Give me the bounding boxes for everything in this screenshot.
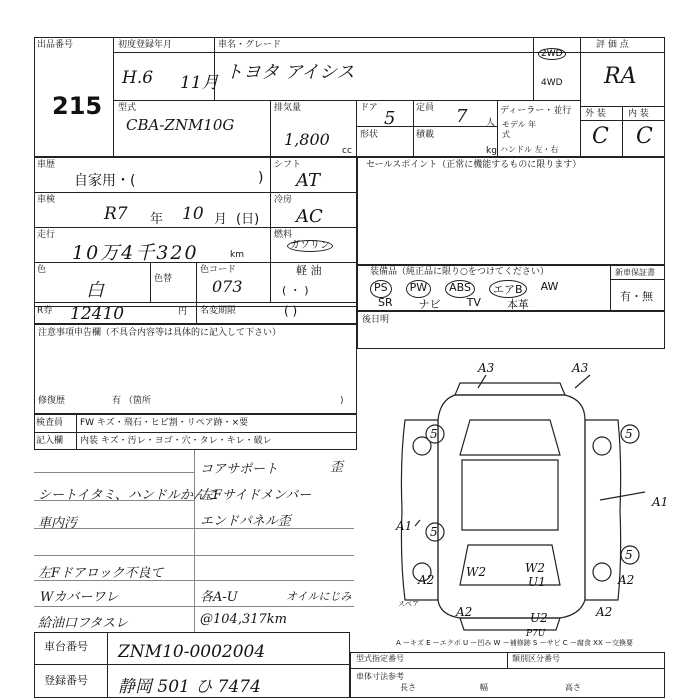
color-code-value: 073 — [212, 277, 243, 296]
model-value: CBA-ZNM10G — [126, 116, 235, 134]
interior-label: 内 装 — [628, 109, 649, 119]
mark-a3-front-left: A3 — [478, 361, 495, 375]
mark-u2: U2 — [530, 611, 548, 625]
warranty-value: 有・無 — [620, 290, 653, 303]
dims-label: 車体寸法参考 — [356, 672, 404, 681]
recycle-value: 12410 — [70, 304, 125, 324]
capacity-label: 定員 — [416, 103, 435, 113]
mark-u1: U1 — [528, 575, 546, 589]
chassis-value: ZNM10-0002004 — [118, 642, 266, 662]
aircon-label: 冷房 — [274, 195, 293, 205]
mark-a2-rear-right: A2 — [596, 605, 613, 619]
color-code-label: 色コード — [200, 265, 237, 275]
equip-pw: PW — [406, 280, 432, 298]
rating-value: RA — [604, 64, 637, 89]
type-cert-label: 型式指定番号 — [356, 654, 404, 663]
mileage-unit: km — [230, 250, 244, 260]
remark-seat: シートイタミ、ハンドルかんこ — [38, 488, 219, 503]
record-items: 内装 キズ・汚レ・ヨゴ・穴・タレ・キレ・破レ — [80, 436, 272, 446]
mark-w2-left: W2 — [466, 565, 486, 579]
shift-label: シフト — [274, 160, 302, 170]
remark-side-member: 左Fサイドメンバー — [200, 488, 312, 503]
recycle-unit: 円 — [178, 307, 188, 317]
aircon-value: AC — [296, 206, 323, 227]
fuel-diesel: 軽 油 — [296, 264, 322, 277]
displacement-value: 1,800 — [284, 130, 330, 149]
inspection-label: 車検 — [37, 195, 56, 205]
load-label: 積載 — [416, 130, 435, 140]
fuel-petrol: ガソリン — [287, 240, 333, 252]
mark-5-right-front: 5 — [625, 427, 633, 441]
first-registration-era: H.6 — [122, 68, 154, 88]
interior-value: C — [636, 124, 653, 149]
remark-fuel-cap: 給油口フタスレ — [38, 616, 129, 631]
remark-mileage: @104,317km — [200, 612, 287, 627]
car-name-value: トヨタ アイシス — [225, 62, 355, 83]
mark-a1-right: A1 — [652, 495, 669, 509]
lot-number-label: 出品番号 — [37, 40, 74, 50]
repair-value: 有 （箇所 — [112, 396, 151, 406]
displacement-unit: cc — [342, 146, 352, 156]
model-year-label: モデル 年式 — [502, 120, 537, 139]
mark-a1-left: A1 — [396, 519, 413, 533]
mark-a3-front-right: A3 — [572, 361, 589, 375]
fuel-label: 燃料 — [274, 230, 293, 240]
mark-spare: スペア — [398, 600, 419, 608]
registration-value: 静岡 501 ひ 7474 — [118, 677, 261, 697]
remark-w-cover: Wカバーワレ — [40, 590, 119, 605]
equipment-label: 装備品（純正品に限り○をつけてください） — [370, 267, 549, 277]
displacement-label: 排気量 — [274, 103, 302, 113]
remark-bracket: 歪 — [330, 460, 344, 475]
rear-seat-label: 後日明 — [362, 315, 390, 325]
equip-tv: TV — [466, 296, 481, 309]
exterior-value: C — [592, 124, 609, 149]
handle-label: ハンドル 左・右 — [500, 145, 559, 154]
record-label: 記入欄 — [36, 436, 64, 446]
header-block — [34, 37, 665, 157]
class-label: 類別区分番号 — [512, 654, 560, 663]
inspection-year: R7 — [104, 204, 128, 224]
color-change-label: 色替 — [154, 274, 173, 284]
mileage-label: 走行 — [37, 230, 56, 240]
history-label: 車歴 — [37, 160, 56, 170]
color-value: 白 — [86, 280, 104, 301]
mark-5-left-front: 5 — [430, 427, 438, 441]
car-name-label: 車名・グレード — [218, 40, 282, 50]
notes-label: 注意事項申告欄（不具合内容等は具体的に記入して下さい） — [38, 328, 282, 338]
repair-label: 修復歴 — [38, 396, 66, 406]
mark-p7u: P7U — [526, 629, 546, 639]
drive-4wd: 4WD — [541, 78, 563, 88]
inspector-label: 検査員 — [36, 418, 64, 428]
inspector-items: FW キズ・飛石・ヒビ割・リペア跡・×要 — [80, 418, 249, 428]
chassis-label: 車台番号 — [44, 640, 88, 653]
remark-each-a-u: 各A-U — [200, 590, 238, 605]
capacity-value: 7 — [456, 106, 468, 127]
doors-label: ドア — [360, 103, 378, 113]
capacity-unit: 人 — [486, 118, 496, 128]
equipment-row2 — [378, 296, 608, 312]
mark-w2-rear: W2 — [525, 561, 545, 575]
remark-end-panel: エンドパネル歪 — [200, 514, 291, 529]
remark-door-lock: 左Fドアロック不良て — [38, 566, 164, 581]
dealer-label: ディーラー・並行 — [500, 106, 572, 116]
equip-sr: SR — [378, 296, 393, 309]
remark-core-support: コアサポート — [200, 462, 279, 477]
equip-leather: 本革 — [506, 298, 529, 311]
mark-a2-left: A2 — [418, 573, 435, 587]
warranty-label: 新車保証書 — [615, 268, 655, 277]
inspection-month: 10 — [182, 204, 204, 224]
sales-point-label: セールスポイント（正常に機能するものに限ります） — [366, 160, 582, 170]
exterior-label: 外 装 — [585, 109, 606, 119]
shape-label: 形状 — [360, 130, 379, 140]
rating-label: 評 価 点 — [596, 40, 629, 50]
color-label: 色 — [37, 265, 47, 275]
equip-airbag: エアB — [489, 280, 527, 298]
history-value: 自家用・( — [74, 173, 136, 189]
doors-value: 5 — [384, 108, 396, 129]
mark-a2-right: A2 — [618, 573, 635, 587]
sales-point-block — [357, 157, 665, 265]
recycle-label: R券 — [37, 306, 53, 316]
mark-5-left-rear: 5 — [430, 525, 438, 539]
equip-abs: ABS — [445, 280, 475, 298]
remark-interior-dirt: 車内汚 — [38, 516, 78, 531]
load-unit: kg — [486, 146, 497, 156]
damage-legend: A ーキズ E ーエクボ U ー凹み W ー補修跡 S ーサビ C ー腐食 XX ー交換要 — [396, 639, 633, 647]
first-registration-month: 11月 — [180, 73, 219, 93]
equip-aw: AW — [540, 280, 559, 293]
first-registration-label: 初度登録年月 — [118, 40, 173, 50]
equip-navi: ナビ — [418, 298, 441, 311]
shift-value: AT — [296, 170, 321, 191]
mark-a2-rear-left: A2 — [456, 605, 473, 619]
mileage-value: 10万4千320 — [72, 242, 199, 264]
drive-2wd: 2WD — [538, 48, 566, 60]
remark-oil-leak: オイルにじみ — [286, 590, 352, 603]
equip-ps: PS — [370, 280, 392, 298]
model-label: 型式 — [118, 103, 137, 113]
lot-number: 215 — [52, 92, 103, 120]
registration-label: 登録番号 — [44, 674, 88, 687]
mark-5-right-rear: 5 — [625, 548, 633, 562]
name-change-label: 名変期限 — [200, 306, 237, 316]
